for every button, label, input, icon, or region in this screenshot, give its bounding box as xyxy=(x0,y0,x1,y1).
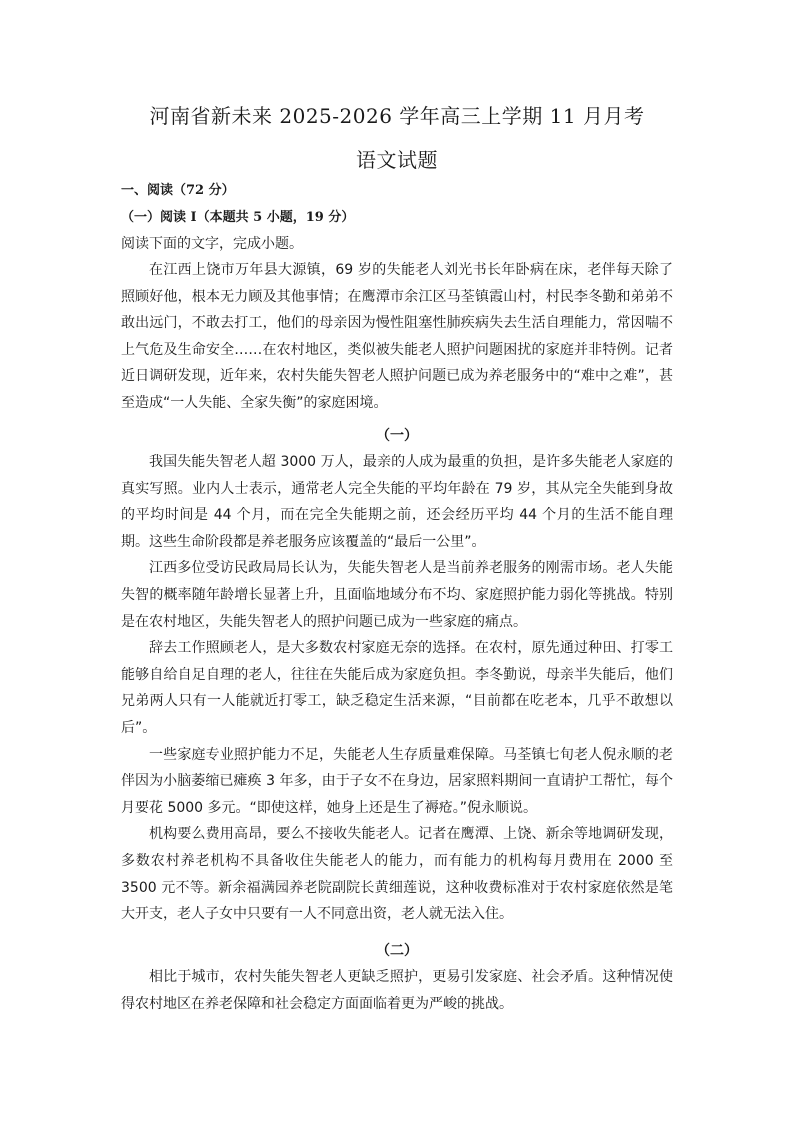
paragraph: 机构要么费用高昂，要么不接收失能老人。记者在鹰潭、上饶、新余等地调研发现，多数农村养老机构不具备收住失能老人的能力，而有能力的机构每月费用在 2000 至 3500 元不等。新余福满园养老院副院长黄细莲说，这种收费标准对于农村家庭依然是笔大开支，老人子女中只要有一人不同意出资，老人就无法入住。 xyxy=(121,826,673,923)
intro-passage xyxy=(121,257,673,417)
paragraph: 一些家庭专业照护能力不足，失能老人生存质量难保障。马荃镇七旬老人倪永顺的老伴因为小脑萎缩已瘫痪 3 年多，由于子女不在身边，居家照料期间一直请护工帮忙，每个月要花 5000 多元。“即使这样，她身上还是生了褥疮。”倪永顺说。 xyxy=(121,746,673,816)
part-marker-1: （一） xyxy=(376,428,418,444)
paragraph: 相比于城市，农村失能失智老人更缺乏照护，更易引发家庭、社会矛盾。这种情况使得农村地区在养老保障和社会稳定方面面临着更为严峻的挑战。 xyxy=(121,969,673,1012)
part2-passage xyxy=(121,964,673,1017)
subsection-heading: （一）阅读 I（本题共 5 小题，19 分） xyxy=(121,210,355,225)
instruction-text: 阅读下面的文字，完成小题。 xyxy=(121,236,303,252)
part1-passage xyxy=(121,449,673,928)
document-title: 河南省新未来 2025-2026 学年高三上学期 11 月月考 xyxy=(149,104,645,128)
part-marker-2: （二） xyxy=(376,943,418,959)
document-subtitle: 语文试题 xyxy=(356,148,438,172)
section-heading: 一、阅读（72 分） xyxy=(121,183,235,198)
paragraph: 在江西上饶市万年县大源镇，69 岁的失能老人刘光书长年卧病在床，老伴每天除了照顾好他，根本无力顾及其他事情；在鹰潭市余江区马荃镇霞山村，村民李冬勤和弟弟不敢出远门，不敢去打工，他们的母亲因为慢性阻塞性肺疾病失去生活自理能力，常因喘不上气危及生命安全……在农村地区，类似被失能老人照护问题困扰的家庭并非特例。记者近日调研发现，近年来，农村失能失智老人照护问题已成为养老服务中的“难中之难”，甚至造成“一人失能、全家失衡”的家庭困境。 xyxy=(121,262,673,411)
paragraph: 江西多位受访民政局局长认为，失能失智老人是当前养老服务的刚需市场。老人失能失智的概率随年龄增长显著上升，且面临地域分布不均、家庭照护能力弱化等挑战。特别是在农村地区，失能失智老人的照护问题已成为一些家庭的痛点。 xyxy=(121,560,673,630)
paragraph: 辞去工作照顾老人，是大多数农村家庭无奈的选择。在农村，原先通过种田、打零工能够自给自足自理的老人，往往在失能后成为家庭负担。李冬勤说，母亲半失能后，他们兄弟两人只有一人能就近打零工，缺乏稳定生活来源，“目前都在吃老本，几乎不敢想以后”。 xyxy=(121,640,673,736)
paragraph: 我国失能失智老人超 3000 万人，最亲的人成为最重的负担，是许多失能老人家庭的真实写照。业内人士表示，通常老人完全失能的平均年龄在 79 岁，其从完全失能到身故的平均时间是 44 个月，而在完全失能期之前，还会经历平均 44 个月的生活不能自理期。这些生命阶段都是养老服务应该覆盖的“最后一公里”。 xyxy=(121,454,673,550)
